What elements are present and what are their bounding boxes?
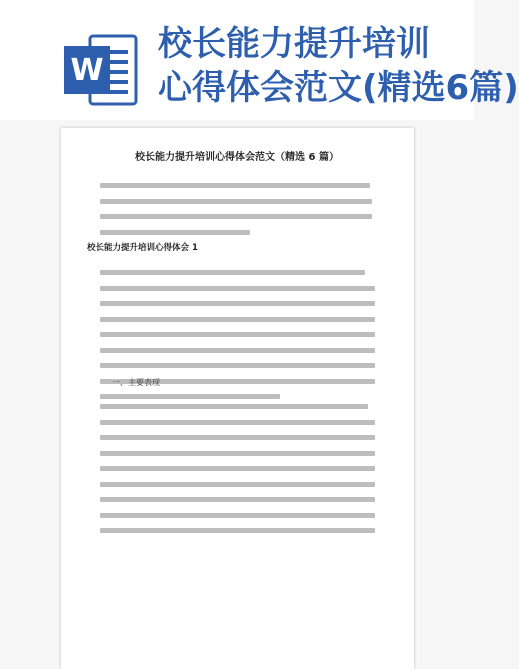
text-line (100, 420, 375, 425)
body-paragraph-1 (100, 270, 380, 410)
text-line (100, 286, 375, 291)
section-heading: 校长能力提升培训心得体会 1 (87, 243, 198, 253)
text-line (100, 348, 375, 353)
banner-title (158, 22, 519, 110)
banner-title-line-1: 校长能力提升培训 (158, 24, 430, 64)
text-line (100, 435, 375, 440)
text-line (100, 394, 280, 399)
text-line (100, 183, 370, 188)
subheading-main-performance: 一、主要表现 (112, 378, 160, 387)
body-paragraph-2 (100, 404, 380, 544)
text-line (100, 301, 375, 306)
text-line (100, 482, 375, 487)
header-banner (0, 0, 519, 120)
text-line (100, 497, 375, 502)
document-title: 校长能力提升培训心得体会范文（精选 6 篇） (135, 152, 339, 163)
banner-title-line-2: 心得体会范文(精选6篇) (158, 68, 519, 108)
text-line (100, 214, 372, 219)
text-line (100, 404, 368, 409)
word-document-icon (62, 28, 142, 112)
text-line (100, 363, 375, 368)
text-line (100, 451, 375, 456)
text-line (100, 317, 375, 322)
text-line (100, 230, 250, 235)
text-line (100, 528, 375, 533)
text-line (100, 332, 375, 337)
text-line (100, 270, 365, 275)
word-icon-letter: W (70, 53, 104, 88)
intro-paragraph (100, 183, 380, 245)
text-line (100, 199, 372, 204)
text-line (100, 466, 375, 471)
text-line (100, 513, 375, 518)
